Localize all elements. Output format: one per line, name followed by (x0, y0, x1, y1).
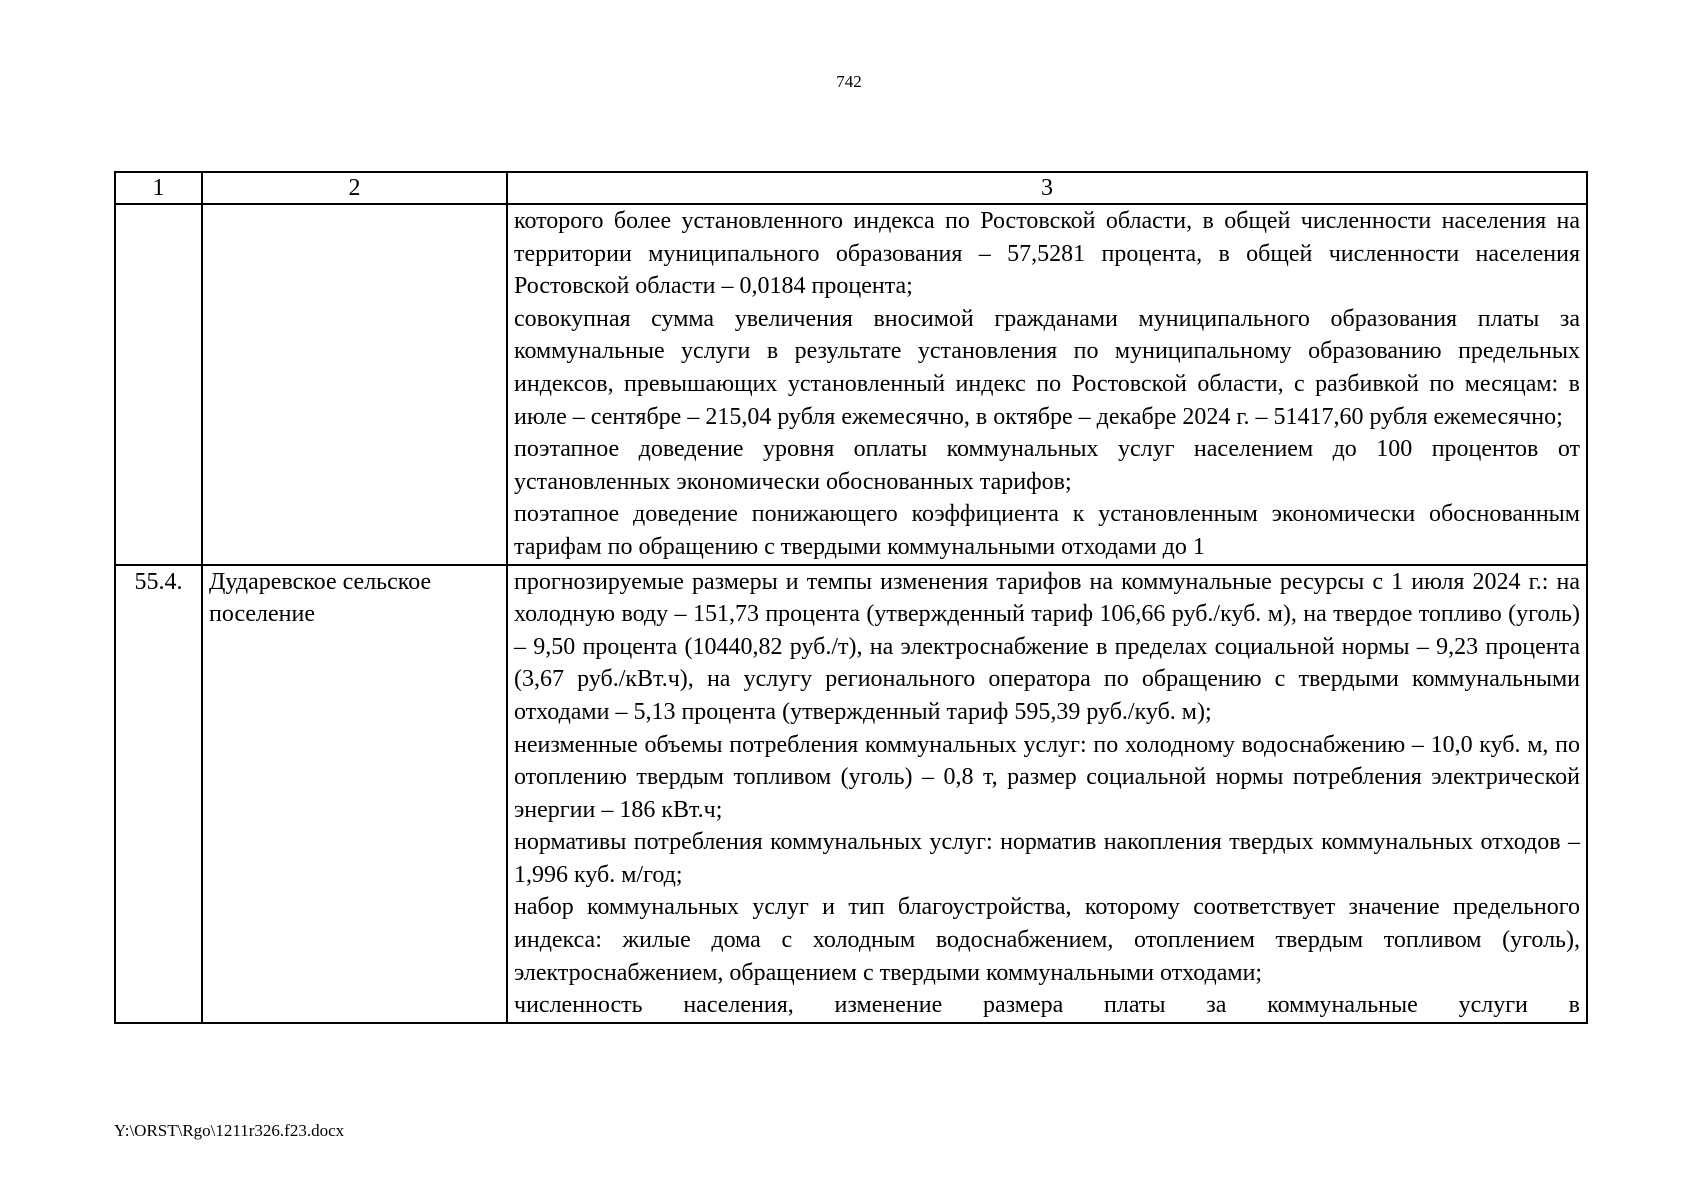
table-row-55-4 (115, 565, 1587, 1023)
content-paragraph: совокупная сумма увеличения вносимой гражданами муниципального образования платы за коммунальные услуги в результате установления по муниципальному образованию предельных индексов, превышающих установленный индекс по Ростовской области, с разбивкой по месяцам: в июле – сентябре – 215,04 рубля ежемесячно, в октябре – декабре 2024 г. – 51417,60 рубля ежемесячно; (514, 305, 1580, 430)
header-column-2: 2 (202, 172, 507, 204)
page-number: 742 (836, 72, 862, 91)
content-paragraph: нормативы потребления коммунальных услуг: норматив накопления твердых коммунальных отходов – 1,996 куб. м/год; (514, 829, 1580, 888)
content-paragraph: поэтапное доведение уровня оплаты коммунальных услуг населением до 100 процентов от установленных экономически обоснованных тарифов; (514, 436, 1580, 495)
header-column-1: 1 (115, 172, 202, 204)
content-paragraph: поэтапное доведение понижающего коэффициента к установленным экономически обоснованным тарифам по обращению с твердыми коммунальными отходами до 1 (514, 501, 1580, 560)
table-row-continuation (115, 204, 1587, 565)
row-number-cell (115, 204, 202, 565)
row-name-cell: Дударевское сельское поселение (202, 565, 507, 1023)
header-column-3: 3 (507, 172, 1587, 204)
row-content-cell (507, 204, 1587, 565)
row-content-cell (507, 565, 1587, 1023)
content-paragraph: численность населения, изменение размера платы за коммунальные услуги в (514, 992, 1580, 1019)
document-table (114, 171, 1588, 1024)
table-header-row (115, 172, 1587, 204)
row-number-cell: 55.4. (115, 565, 202, 1023)
content-paragraph: прогнозируемые размеры и темпы изменения тарифов на коммунальные ресурсы с 1 июля 2024 г.: на холодную воду – 151,73 процента (утвержденный тариф 106,66 руб./куб. м), на твердое топливо (уголь) – 9,50 процента (10440,82 руб./т), на электроснабжение в пределах социальной нормы – 9,23 процента (3,67 руб./кВт.ч), на услугу регионального оператора по обращению с твердыми коммунальными отходами – 5,13 процента (утвержденный тариф 595,39 руб./куб. м); (514, 568, 1580, 725)
footer-file-path: Y:\ORST\Rgo\1211r326.f23.docx (114, 1121, 345, 1140)
row-name-cell (202, 204, 507, 565)
content-paragraph: неизменные объемы потребления коммунальных услуг: по холодному водоснабжению – 10,0 куб. м, по отоплению твердым топливом (уголь) – 0,8 т, размер социальной нормы потребления электрической энергии – 186 кВт.ч; (514, 731, 1580, 823)
content-paragraph: которого более установленного индекса по Ростовской области, в общей численности населения на территории муниципального образования – 57,5281 процента, в общей численности населения Ростовской области – 0,0184 процента; (514, 208, 1580, 300)
content-paragraph: набор коммунальных услуг и тип благоустройства, которому соответствует значение предельного индекса: жилые дома с холодным водоснабжением, отоплением твердым топливом (уголь), электроснабжением, обращением с твердыми коммунальными отходами; (514, 894, 1580, 986)
